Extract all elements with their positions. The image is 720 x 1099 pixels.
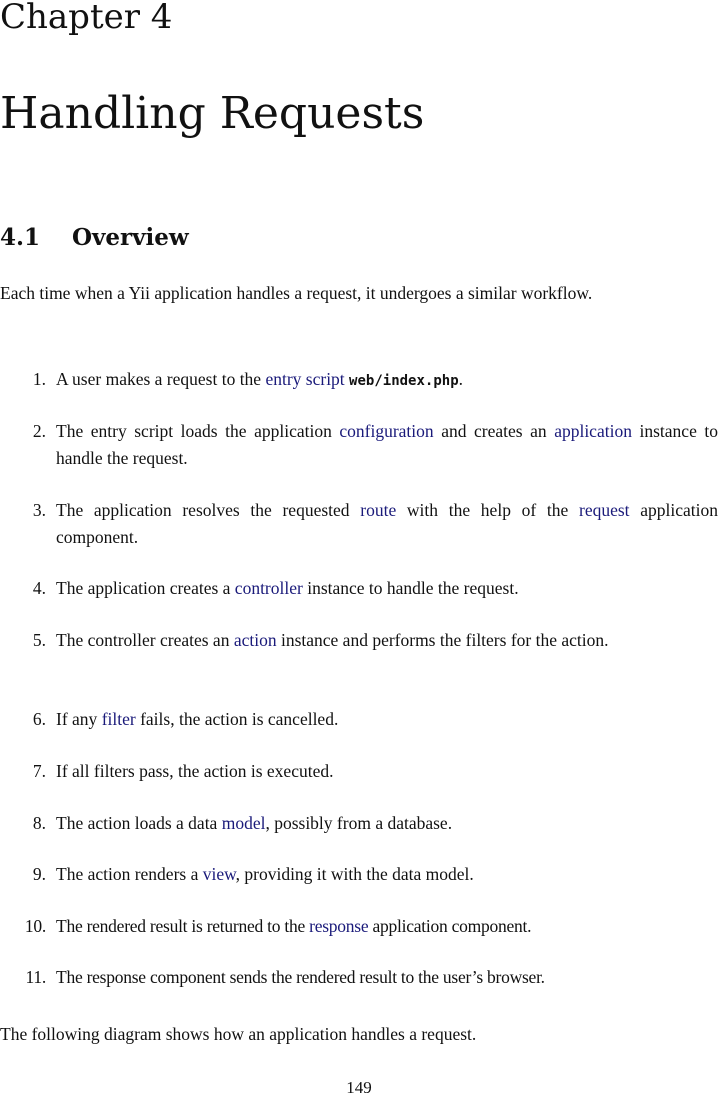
list-item-text: with the help of the xyxy=(396,500,579,520)
cross-reference-link[interactable]: view xyxy=(202,864,236,884)
list-item-text: application component. xyxy=(56,500,718,547)
list-item xyxy=(32,366,718,395)
list-item-text: The controller creates an xyxy=(56,630,234,650)
list-item xyxy=(32,706,718,733)
cross-reference-link[interactable]: model xyxy=(221,813,266,833)
list-item-number: 2. xyxy=(32,421,46,441)
chapter-title: Handling Requests xyxy=(0,88,425,139)
list-item xyxy=(25,964,718,991)
list-item-number: 11. xyxy=(25,967,46,987)
list-item-text: A user makes a request to the xyxy=(56,369,266,389)
list-item-text: The action loads a data xyxy=(56,813,222,833)
list-item-number: 3. xyxy=(32,500,46,520)
list-item xyxy=(24,913,718,940)
chapter-label: Chapter 4 xyxy=(0,0,173,37)
list-item xyxy=(32,758,718,785)
list-item-text: If all filters pass, the action is executed. xyxy=(56,761,334,781)
list-item-number: 5. xyxy=(32,630,46,650)
section-heading xyxy=(0,222,189,254)
outro-paragraph: The following diagram shows how an application handles a request. xyxy=(0,1024,477,1044)
list-item xyxy=(32,418,718,472)
list-item-text: , providing it with the data model. xyxy=(235,864,474,884)
cross-reference-link[interactable]: request xyxy=(579,500,630,520)
cross-reference-link[interactable]: route xyxy=(360,500,397,520)
list-item xyxy=(32,575,718,602)
list-item-number: 4. xyxy=(32,578,46,598)
list-item-text: instance and performs the filters for the action. xyxy=(276,630,609,650)
list-item-text: instance to handle the request. xyxy=(302,578,519,598)
inline-code: web/index.php xyxy=(349,373,459,389)
cross-reference-link[interactable]: application xyxy=(554,421,632,441)
list-item-text: and creates an xyxy=(433,421,555,441)
list-item-text: . xyxy=(458,369,463,389)
list-item-number: 10. xyxy=(24,916,46,936)
list-item-text: The response component sends the rendered result to the user’s browser. xyxy=(56,967,545,987)
list-item xyxy=(32,627,718,654)
intro-paragraph: Each time when a Yii application handles a request, it undergoes a similar workflow. xyxy=(0,283,593,303)
page-number: 149 xyxy=(346,1078,372,1097)
list-item xyxy=(32,810,718,837)
list-item xyxy=(32,861,718,888)
list-item xyxy=(32,497,718,551)
list-item-text: The action renders a xyxy=(56,864,203,884)
list-item-number: 9. xyxy=(32,864,46,884)
cross-reference-link[interactable]: response xyxy=(309,916,369,936)
list-item-text: The entry script loads the application xyxy=(56,421,340,441)
section-title: Overview xyxy=(72,224,189,251)
cross-reference-link[interactable]: entry script xyxy=(265,369,345,389)
cross-reference-link[interactable]: action xyxy=(233,630,277,650)
cross-reference-link[interactable]: filter xyxy=(101,709,136,729)
list-item-text: If any xyxy=(56,709,102,729)
cross-reference-link[interactable]: controller xyxy=(234,578,303,598)
cross-reference-link[interactable]: configuration xyxy=(339,421,434,441)
list-item-text: instance to handle the request. xyxy=(56,421,718,468)
list-item-number: 1. xyxy=(32,369,46,389)
list-item-text: The application creates a xyxy=(56,578,235,598)
list-item-number: 7. xyxy=(32,761,46,781)
list-item-text: fails, the action is cancelled. xyxy=(135,709,339,729)
list-item-number: 6. xyxy=(32,709,46,729)
list-item-text: application component. xyxy=(368,916,532,936)
list-item-number: 8. xyxy=(32,813,46,833)
list-item-text: The rendered result is returned to the xyxy=(56,916,310,936)
list-item-text: The application resolves the requested xyxy=(56,500,361,520)
list-item-text: , possibly from a database. xyxy=(265,813,453,833)
section-number: 4.1 xyxy=(0,224,41,251)
